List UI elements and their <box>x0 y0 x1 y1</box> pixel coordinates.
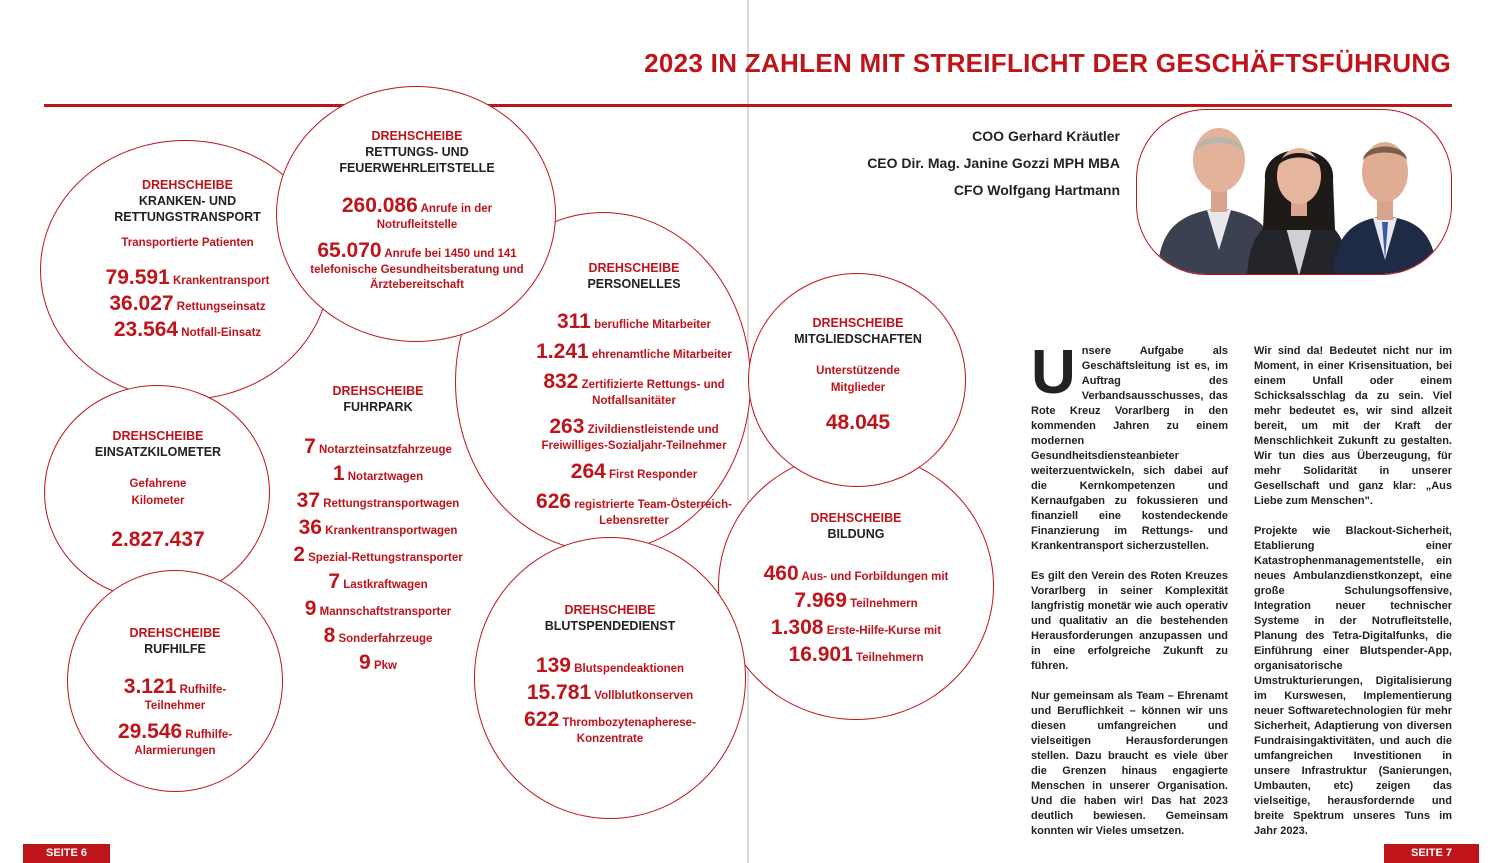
stat-value: 1.241 <box>536 340 589 363</box>
stat-value: 626 <box>536 490 572 513</box>
hub-label: DREHSCHEIBE <box>112 429 204 443</box>
stat-label: Thrombozytenapherese-Konzentrate <box>562 717 696 745</box>
stat-label: Sonderfahrzeuge <box>338 633 433 645</box>
stat-item <box>268 570 488 594</box>
hub-label: DREHSCHEIBE <box>129 626 221 640</box>
hub-personelles <box>522 260 746 535</box>
stat-value: 9 <box>359 651 371 674</box>
stat-label: Notarztwagen <box>347 471 424 483</box>
hub-value: 2.827.437 <box>111 528 205 551</box>
stat-value: 622 <box>524 708 560 731</box>
stat-label: Teilnehmern <box>855 652 924 664</box>
stat-item <box>268 624 488 648</box>
dropcap: U <box>1031 338 1076 407</box>
stat-value: 79.591 <box>105 266 170 289</box>
paragraph: Es gilt den Verein des Roten Kreuzes Vorarlberg in seiner Komplexität langfristig monetär wie auch operativ und qualitativ an die bestehenden Herausforderungen anzupassen und in eine erfolgreiche Zukunft zu führen. <box>1031 570 1228 672</box>
executive-cfo: CFO Wolfgang Hartmann <box>953 182 1120 198</box>
stat-item <box>744 616 968 640</box>
paragraph: Projekte wie Blackout-Sicherheit, Etablierung einer Katastrophenmanagementstelle, ein neues Ambulanzdienstkonzept, eine große Schulungsoffensive, Integration neuer technischer Systeme in der Notrufleitstelle, Planung des Tetra-Digitalfunks, die Einführung einer Blutspender-App, organisatorische Umstrukturierungen, Digitalisierung im Kurswesen, Implementierung neuer Softwaretechnologien für mehr Sicherheit, Adaptierung von diversen Fundraisingaktivitäten, und auch die umfangreichen Investitionen in unsere Infrastruktur (Sanierungen, Umbauten, etc) zeigen das vielseitige, herausfordernde und breite Spektrum unseres Tuns im Jahr 2023. <box>1254 525 1452 837</box>
stat-item <box>500 681 720 705</box>
page-spine <box>747 0 749 863</box>
hub-name-line: RETTUNGSTRANSPORT <box>114 210 261 224</box>
stat-value: 311 <box>556 310 591 333</box>
stat-label: Rufhilfe-Alarmierungen <box>134 729 233 757</box>
stat-label: Teilnehmern <box>850 598 918 610</box>
stat-value: 29.546 <box>117 720 183 743</box>
stat-item <box>500 654 720 678</box>
stat-item <box>522 370 746 409</box>
hub-bildung <box>744 510 968 670</box>
title-rule <box>44 104 1452 107</box>
page-number-left: SEITE 6 <box>23 844 110 863</box>
stat-label: Aus- und Forbildungen mit <box>801 571 949 583</box>
stat-label: Blutspendeaktionen <box>574 663 685 675</box>
stat-value: 65.070 <box>317 239 382 262</box>
stat-label: registrierte Team-Österreich-Lebensretter <box>574 499 732 527</box>
hub-leitstelle <box>303 128 531 299</box>
stat-value: 15.781 <box>526 681 592 704</box>
stat-label: Erste-Hilfe-Kurse mit <box>826 625 942 637</box>
stat-value: 1 <box>332 462 345 485</box>
stat-item <box>75 318 300 342</box>
hub-label: DREHSCHEIBE <box>588 261 680 275</box>
stat-item <box>522 415 746 454</box>
stat-label: Spezial-Rettungstransporter <box>308 552 463 564</box>
hub-label: DREHSCHEIBE <box>332 384 424 398</box>
stat-label: Notfall-Einsatz <box>181 327 262 339</box>
hub-rufhilfe <box>105 625 245 765</box>
text-column-1 <box>1031 338 1228 854</box>
stat-label: Notarzteinsatzfahrzeuge <box>318 444 452 456</box>
hub-subtitle-line: Kilometer <box>131 495 185 507</box>
hub-label: DREHSCHEIBE <box>142 178 233 192</box>
stat-label: Lastkraftwagen <box>343 579 428 591</box>
stat-item <box>268 516 488 540</box>
stat-value: 23.564 <box>113 318 179 341</box>
hub-label: DREHSCHEIBE <box>810 511 902 525</box>
hub-label: DREHSCHEIBE <box>371 129 463 143</box>
stat-value: 460 <box>763 562 799 585</box>
stat-label: Krankentransport <box>172 275 270 287</box>
hub-label: DREHSCHEIBE <box>812 316 904 330</box>
stat-label: First Responder <box>609 469 698 481</box>
stat-label: Anrufe in der Notrufleitstelle <box>376 203 493 231</box>
stat-item <box>522 310 746 334</box>
hub-name-line: BLUTSPENDEDIENST <box>544 619 676 633</box>
stat-label: Mannschaftstransporter <box>319 606 452 618</box>
stat-value: 37 <box>296 489 321 512</box>
stat-value: 263 <box>549 415 585 438</box>
hub-subtitle-line: Mitglieder <box>830 382 886 394</box>
stat-label: Krankentransportwagen <box>325 525 458 537</box>
hub-name-line: EINSATZKILOMETER <box>94 445 222 459</box>
paragraph-text: nsere Aufgabe als Geschäftsleitung ist es, im Auftrag des Verbandsausschusses, das Rote Kreuz Vorarlberg in den kommenden Jahren zu einem modernen Gesundheitsdiensteanbieter weiterzuentwickeln, sich dabei auf die Kernkompetenzen und Kernaufgaben zu fokussieren und finanziell eine kostendeckende Finanzierung im Rettungs- und Krankentransport sicherzustellen. <box>1031 345 1228 552</box>
stat-item <box>522 460 746 484</box>
stat-label: Rufhilfe-Teilnehmer <box>144 684 227 712</box>
stat-label: berufliche Mitarbeiter <box>594 319 712 331</box>
stat-value: 139 <box>535 654 571 677</box>
page-title: 2023 IN ZAHLEN MIT STREIFLICHT DER GESCHÄFTSFÜHRUNG <box>644 48 1451 78</box>
stat-value: 16.901 <box>788 643 853 666</box>
hub-fuhrpark <box>268 383 488 678</box>
stat-item <box>303 239 531 293</box>
stat-item <box>500 708 720 747</box>
stat-item <box>522 490 746 529</box>
hub-subtitle: Transportierte Patienten <box>121 237 254 249</box>
stat-item <box>744 562 968 586</box>
stat-label: Zivildienstleistende und Freiwilliges-Sozialjahr-Teilnehmer <box>541 424 727 452</box>
stat-value: 36 <box>298 516 322 539</box>
hub-name-line: BILDUNG <box>827 527 885 541</box>
stat-value: 9 <box>304 597 317 620</box>
stat-value: 1.308 <box>770 616 824 639</box>
stat-item <box>268 651 488 675</box>
stat-item <box>744 643 968 667</box>
hub-name-line: KRANKEN- UND <box>138 194 237 208</box>
hub-name-line: RUFHILFE <box>144 642 206 656</box>
stat-label: ehrenamtliche Mitarbeiter <box>591 349 732 361</box>
stat-value: 264 <box>570 460 606 483</box>
hub-label: DREHSCHEIBE <box>564 603 656 617</box>
hub-subtitle-line: Gefahrene <box>129 478 187 490</box>
stat-item <box>105 675 245 714</box>
hub-kranken <box>75 177 300 344</box>
stat-value: 8 <box>323 624 336 647</box>
hub-name-line: FEUERWEHRLEITSTELLE <box>339 161 495 175</box>
stat-label: Vollblutkonserven <box>594 690 694 702</box>
hub-name-line: FUHRPARK <box>343 400 413 414</box>
hub-name-line: RETTUNGS- UND <box>365 145 469 159</box>
stat-item <box>268 435 488 459</box>
stat-value: 7.969 <box>794 589 847 612</box>
stat-label: Rettungstransportwagen <box>323 498 460 510</box>
hub-value: 48.045 <box>825 411 891 434</box>
hub-einsatz <box>68 428 248 552</box>
hub-subtitle-line: Unterstützende <box>816 365 900 377</box>
stat-label: Anrufe bei 1450 und 141 telefonische Gesundheitsberatung und Ärztebereitschaft <box>310 248 524 291</box>
stat-item <box>744 589 968 613</box>
hub-mitglied <box>768 315 948 435</box>
paragraph: Nur gemeinsam als Team – Ehrenamt und Beruflichkeit – können wir uns diesen umfangreichen und vielseitigen Herausforderungen stellen. Dazu braucht es viele über die Grenzen hinaus engagierte Menschen in unserer Organisation. Und die haben wir! Das hat 2023 deutlich bewiesen. Gemeinsam konnten wir Vieles umsetzen. <box>1031 690 1228 837</box>
stat-label: Zertifizierte Rettungs- und Notfallsanitäter <box>581 379 725 407</box>
stat-value: 832 <box>543 370 579 393</box>
stat-item <box>268 597 488 621</box>
stat-value: 260.086 <box>341 194 418 217</box>
text-column-2 <box>1254 344 1452 854</box>
hub-name-line: MITGLIEDSCHAFTEN <box>794 332 922 346</box>
stat-item <box>268 462 488 486</box>
paragraph: Wir sind da! Bedeutet nicht nur im Moment, in einer Krisensituation, bei einem Unfall oder einem Schicksalsschlag da zu sein. Viel mehr bedeutet es, wir sind allzeit bereit, um mit der Kraft der Menschlichkeit Zukunft zu gestalten. Wir tun dies aus Überzeugung, für mehr Solidarität in unserer Gesellschaft und ganz klar: „Aus Liebe zum Menschen". <box>1254 345 1452 507</box>
stat-item <box>268 489 488 513</box>
stat-value: 7 <box>304 435 316 458</box>
stat-value: 7 <box>328 570 341 593</box>
stat-value: 36.027 <box>109 292 174 315</box>
executive-coo: COO Gerhard Kräutler <box>972 128 1120 144</box>
stat-value: 3.121 <box>123 675 177 698</box>
stat-value: 2 <box>293 543 305 566</box>
executives-photo <box>1136 109 1452 275</box>
hub-blut <box>500 602 720 750</box>
stat-item <box>303 194 531 233</box>
paragraph <box>1031 338 1228 554</box>
stat-label: Pkw <box>373 660 397 672</box>
stat-item <box>75 266 300 290</box>
hub-name-line: PERSONELLES <box>587 277 681 291</box>
stat-item <box>522 340 746 364</box>
stat-label: Rettungseinsatz <box>176 301 266 313</box>
stat-item <box>268 543 488 567</box>
page-number-right: SEITE 7 <box>1384 844 1479 863</box>
stat-item <box>75 292 300 316</box>
executive-ceo: CEO Dir. Mag. Janine Gozzi MPH MBA <box>867 155 1120 171</box>
stat-item <box>105 720 245 759</box>
